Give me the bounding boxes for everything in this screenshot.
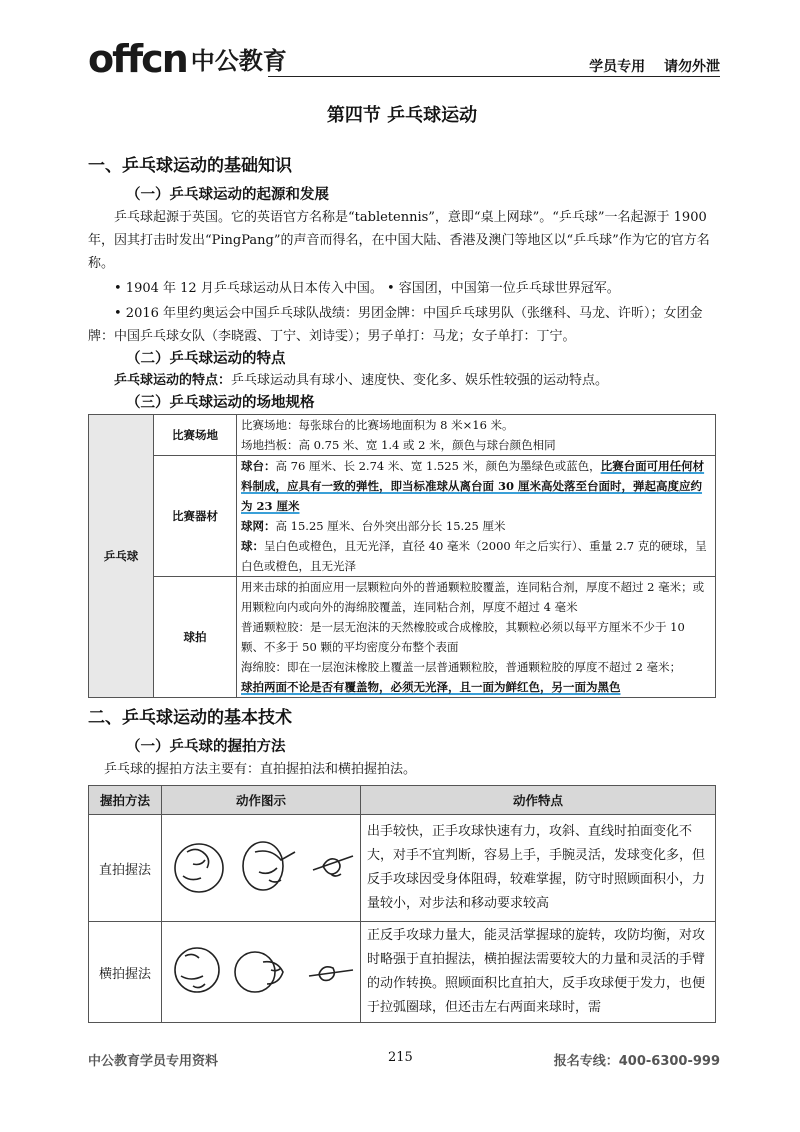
logo-chinese: 中公教育 xyxy=(190,47,287,75)
venue-barrier-line: 场地挡板：高 0.75 米、宽 1.4 或 2 米，颜色与球台颜色相同 xyxy=(241,438,556,452)
features-label: 乒乓球运动的特点： xyxy=(114,373,232,388)
racket-surface-line: 用来击球的拍面应用一层颗粒向外的普通颗粒胶覆盖，连同粘合剂，厚度不超过 2 毫米；或用颗粒向内或向外的海绵胶覆盖，连同粘合剂，厚度不超过 4 毫米 xyxy=(241,580,705,614)
net-text: 高 15.25 厘米、台外突出部分长 15.25 厘米 xyxy=(275,519,506,533)
grip-feature-shakehand: 正反手攻球力量大，能灵活掌握球的旋转，攻防均衡，对攻时略强于直拍握法，横拍握法需要较大的力量和灵活的手臂的动作转换。照顾面积比直拍大，反手攻球便于发力，也便于拉弧圈球，但还击左右两面来球时，需 xyxy=(361,922,716,1023)
penhold-hand-drawings xyxy=(163,816,359,916)
page-content xyxy=(88,104,716,1023)
section-1-1-heading: （一）乒乓球运动的起源和发展 xyxy=(126,187,329,203)
olympics-bullet: • 2016 年里约奥运会中国乒乓球队战绩：男团金牌：中国乒乓球男队（张继科、马龙、许昕）；女团金牌：中国乒乓球女队（李晓霞、丁宁、刘诗雯）；男子单打：马龙；女子单打：丁宁。 xyxy=(88,306,703,344)
row-label-racket: 球拍 xyxy=(154,577,237,698)
venue-details xyxy=(237,415,716,456)
grip-method-penhold: 直拍握法 xyxy=(89,815,162,922)
row-label-venue: 比赛场地 xyxy=(154,415,237,456)
table-row xyxy=(89,922,716,1023)
col-header-features: 动作特点 xyxy=(361,786,716,815)
page-footer xyxy=(88,1050,720,1072)
table-row xyxy=(89,456,716,577)
header-tags xyxy=(575,56,720,76)
racket-pimple-line: 普通颗粒胶：是一层无泡沫的天然橡胶或合成橡胶，其颗粒必须以每平方厘米不少于 10 颗、不多于 50 颗的平均密度分布整个表面 xyxy=(241,620,685,654)
ball-spec xyxy=(241,536,711,576)
net-label: 球网： xyxy=(241,519,276,533)
page-title: 第四节 乒乓球运动 xyxy=(326,105,478,126)
grip-intro: 乒乓球的握拍方法主要有：直拍握拍法和横拍握拍法。 xyxy=(104,762,417,777)
section-1-3-heading: （三）乒乓球运动的场地规格 xyxy=(126,395,315,411)
sponge-text: 海绵胶：即在一层泡沫橡胶上覆盖一层普通颗粒胶，普通颗粒胶的厚度不超过 2 毫米； xyxy=(241,660,682,674)
grip-table xyxy=(88,785,716,1023)
col-header-method: 握拍方法 xyxy=(89,786,162,815)
table-highlight: 比赛台面可用任何材料制成，应具有一致的弹性，即当标准球从离台面 30 厘米高处落至台面时，弹起高度应约为 23 厘米 xyxy=(241,459,705,513)
ball-label: 球： xyxy=(241,539,264,553)
racket-sponge-line xyxy=(241,657,711,697)
section-2-heading: 二、乒乓球运动的基本技术 xyxy=(88,708,292,728)
table-row xyxy=(89,415,716,456)
col-header-illustration: 动作图示 xyxy=(162,786,361,815)
footer-hotline: 报名专线：400-6300-999 xyxy=(553,1054,720,1069)
features-paragraph xyxy=(88,370,716,392)
category-cell: 乒乓球 xyxy=(89,415,154,698)
page-number: 215 xyxy=(388,1050,413,1065)
shakehand-illustration xyxy=(162,922,361,1023)
history-bullet: • 1904 年 12 月乒乓球运动从日本传入中国。 • 容国团，中国第一位乒乓球世界冠军。 xyxy=(114,281,620,296)
header-rule xyxy=(268,76,720,77)
page-header xyxy=(88,36,720,86)
footer-left: 中公教育学员专用资料 xyxy=(88,1054,219,1069)
table-spec xyxy=(241,456,711,516)
header-tag-no-leak: 请勿外泄 xyxy=(664,59,720,75)
racket-highlight: 球拍两面不论是否有覆盖物，必须无光泽，且一面为鲜红色，另一面为黑色 xyxy=(241,680,621,694)
table-label: 球台： xyxy=(241,459,276,473)
equipment-details xyxy=(237,456,716,577)
grip-feature-penhold: 出手较快，正手攻球快速有力，攻斜、直线时拍面变化不大，对手不宜判断，容易上手，手腕灵活，发球变化多，但反手攻球因受身体阻碍，较难掌握，防守时照顾面积小，力量较小，对步法和移动要求较高 xyxy=(361,815,716,922)
venue-area-line: 比赛场地：每张球台的比赛场地面积为 8 米×16 米。 xyxy=(241,418,514,432)
table-text: 高 76 厘米、长 2.74 米、宽 1.525 米，颜色为墨绿色或蓝色， xyxy=(275,459,601,473)
net-spec xyxy=(241,516,711,536)
features-text: 乒乓球运动具有球小、速度快、变化多、娱乐性较强的运动特点。 xyxy=(231,373,609,388)
grip-method-shakehand: 横拍握法 xyxy=(89,922,162,1023)
shakehand-hand-drawings xyxy=(163,926,359,1014)
table-row xyxy=(89,577,716,698)
section-1-2-heading: （二）乒乓球运动的特点 xyxy=(126,351,286,367)
venue-spec-table xyxy=(88,414,716,698)
grip-table-header xyxy=(89,786,716,815)
origin-paragraph: 乒乓球起源于英国。它的英语官方名称是“tabletennis”，意即“桌上网球”。“乒乓球”一名起源于 1900 年，因其打击时发出“PingPang”的声音而得名，在中国大陆、香港及澳门等地区以“乒乓球”作为它的官方名称。 xyxy=(88,210,710,271)
section-2-1-heading: （一）乒乓球的握拍方法 xyxy=(126,739,286,755)
section-1-heading: 一、乒乓球运动的基础知识 xyxy=(88,156,292,176)
header-tag-students-only: 学员专用 xyxy=(589,59,646,75)
table-row xyxy=(89,815,716,922)
racket-details xyxy=(237,577,716,698)
logo-mark: offcn xyxy=(88,37,187,81)
row-label-equipment: 比赛器材 xyxy=(154,456,237,577)
offcn-logo xyxy=(88,37,287,81)
ball-text: 呈白色或橙色，且无光泽，直径 40 毫米（2000 年之后实行）、重量 2.7 克的硬球，呈白色或橙色，且无光泽 xyxy=(241,539,707,573)
penhold-illustration xyxy=(162,815,361,922)
